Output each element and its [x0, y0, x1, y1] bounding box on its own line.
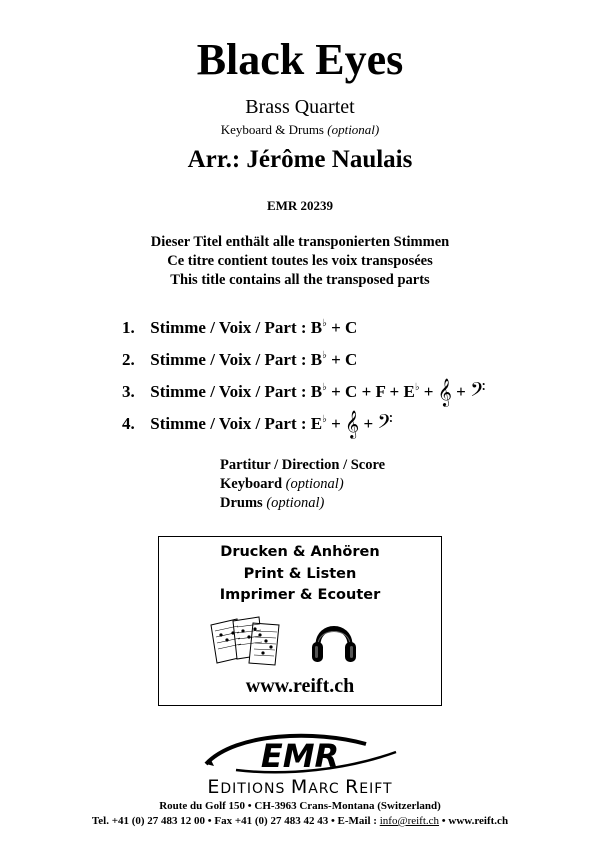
description-fr: Ce titre contient toutes les voix transposées [167, 253, 433, 269]
included-text: Partitur / Direction / Score [220, 457, 386, 473]
title: Black Eyes [196, 35, 404, 84]
part-number: 4. [122, 414, 135, 433]
part-number: 1. [122, 318, 135, 337]
plus-sign: + [456, 382, 466, 401]
arranger: Arr.: Jérôme Naulais [187, 146, 413, 173]
publisher-contact [0, 815, 600, 827]
bass-clef-icon: 𝄢 [470, 378, 486, 406]
plus-sign: + [331, 414, 341, 433]
emr-logo [196, 730, 406, 778]
publisher-address: Route du Golf 150 • CH-3963 Crans-Montana (Switzerland) [159, 800, 441, 812]
included-keyboard [220, 476, 344, 493]
contact-text: Tel. +41 (0) 27 483 12 00 • Fax +41 (0) 27 483 42 43 • E-Mail : [91, 815, 380, 827]
part-label: Stimme / Voix / Part : [150, 318, 307, 337]
promo-line-de: Drucken & Anhören [220, 544, 380, 560]
part-number: 2. [122, 350, 135, 369]
part-label: Stimme / Voix / Part : [150, 350, 307, 369]
promo-line-fr: Imprimer & Ecouter [219, 587, 381, 603]
plus-sign: + [331, 318, 341, 337]
brand-text: EIFT [359, 781, 393, 797]
website-link[interactable]: • www.reift.ch [439, 815, 509, 827]
flat-sign: ♭ [322, 318, 327, 329]
brand-text: DITIONS [220, 781, 291, 797]
included-score [220, 457, 385, 474]
description-en: This title contains all the transposed parts [170, 272, 430, 288]
plus-sign: + [389, 382, 400, 401]
included-drums [220, 495, 324, 512]
part-line-3 [122, 378, 486, 406]
flat-sign: ♭ [322, 382, 327, 393]
part-line-1 [122, 318, 357, 338]
headphones-icon [311, 615, 357, 667]
sheet-music-icon [207, 615, 283, 667]
instrumentation-optional: (optional) [327, 122, 380, 137]
instrumentation [0, 122, 600, 138]
part-number: 3. [122, 382, 135, 401]
flat-sign: ♭ [322, 414, 327, 425]
included-note: (optional) [266, 495, 325, 511]
brand-letter: M [290, 776, 309, 798]
subtitle: Brass Quartet [245, 96, 355, 118]
treble-clef-icon: 𝄞 [345, 410, 360, 438]
part-line-4 [122, 410, 393, 438]
logo-text: EMR [260, 737, 340, 775]
plus-sign: + [363, 414, 374, 433]
key-b: B [310, 318, 323, 337]
part-line-2 [122, 350, 357, 370]
email-link[interactable]: info@reift.ch [379, 815, 440, 827]
key-c: C [345, 350, 358, 369]
brand-letter: E [207, 776, 221, 798]
promo-url[interactable]: www.reift.ch [245, 675, 355, 697]
included-note: (optional) [285, 476, 344, 492]
publisher-brand [0, 776, 600, 798]
key-b: B [310, 382, 323, 401]
part-label: Stimme / Voix / Part : [150, 414, 307, 433]
flat-sign: ♭ [322, 350, 327, 361]
promo-box [158, 536, 442, 706]
brand-letter: R [345, 776, 360, 798]
catalog-number: EMR 20239 [266, 198, 334, 213]
included-text: Keyboard [220, 476, 283, 492]
plus-sign: + [331, 382, 341, 401]
key-c: C [345, 382, 358, 401]
treble-clef-icon: 𝄞 [437, 378, 452, 406]
part-label: Stimme / Voix / Part : [150, 382, 307, 401]
plus-sign: + [331, 350, 341, 369]
description-de: Dieser Titel enthält alle transponierten Stimmen [150, 234, 450, 250]
included-text: Drums [220, 495, 263, 511]
key-e: E [310, 414, 323, 433]
flat-sign: ♭ [414, 382, 420, 393]
key-c: C [345, 318, 358, 337]
key-e: E [403, 382, 415, 401]
plus-sign: + [423, 382, 434, 401]
key-b: B [310, 350, 323, 369]
bass-clef-icon: 𝄢 [377, 410, 393, 438]
key-f: F [375, 382, 386, 401]
promo-line-en: Print & Listen [243, 566, 357, 582]
brand-text: ARC [308, 781, 346, 797]
instrumentation-main: Keyboard & Drums [220, 122, 324, 137]
plus-sign: + [361, 382, 372, 401]
